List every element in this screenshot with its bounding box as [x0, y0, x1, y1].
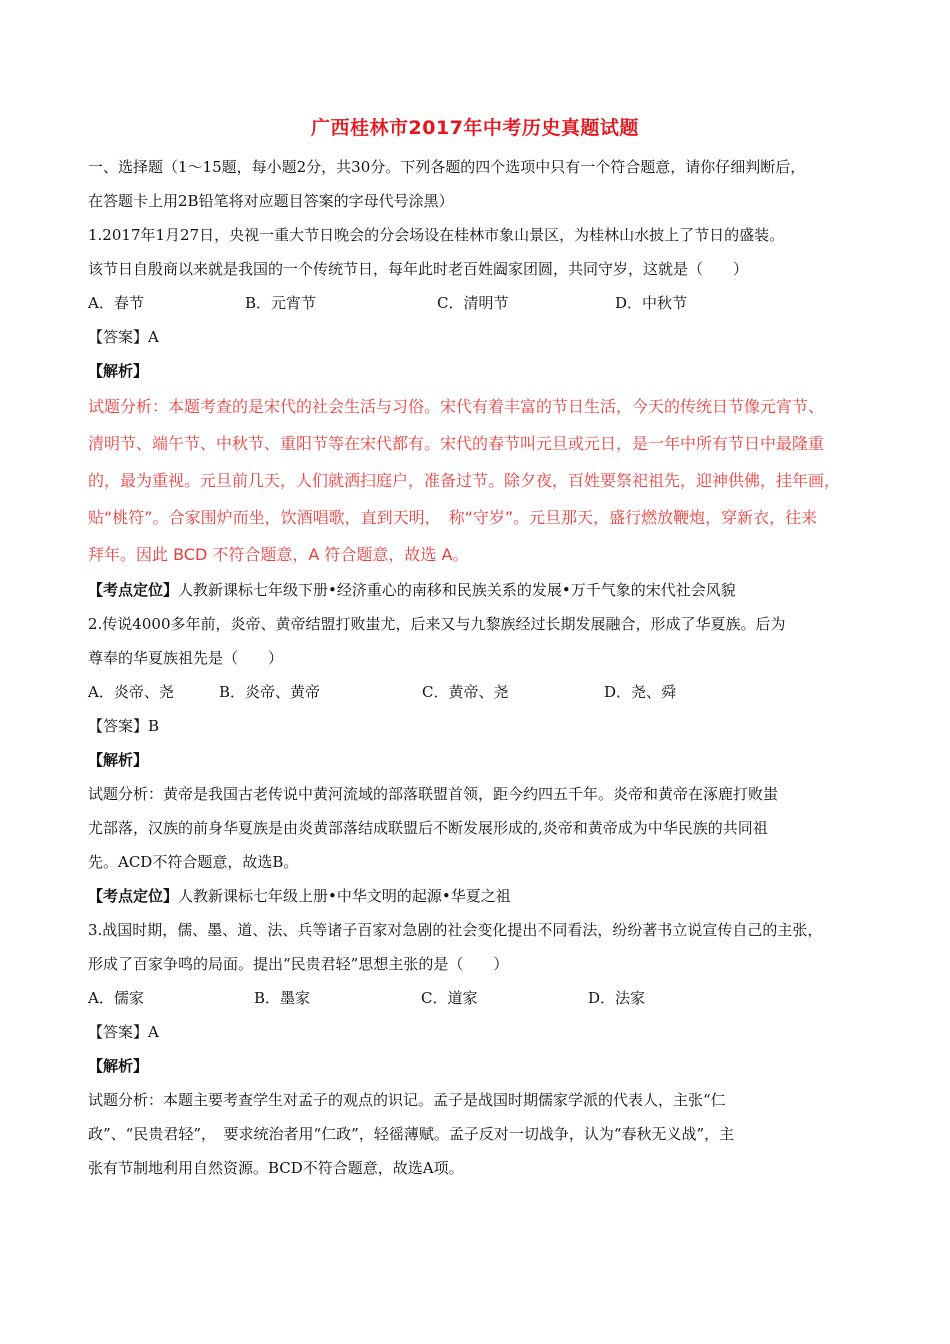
section-intro-line-2: 在答题卡上用2B铅笔将对应题目答案的字母代号涂黑） [88, 192, 454, 210]
question-stem-line: 2.传说4000多年前，炎帝、黄帝结盟打败蚩尤，后来又与九黎族经过长期发展融合，形成了华夏族。后为 [88, 615, 786, 633]
analysis-line: 贴“桃符”。合家围炉而坐，饮酒唱歌，直到天明， 称“守岁”。元旦那天，盛行燃放鞭炮，穿新衣，往来 [88, 508, 818, 527]
analysis-line: 试题分析：本题主要考查学生对孟子的观点的识记。孟子是战国时期儒家学派的代表人，主张“仁 [88, 1091, 726, 1109]
analysis-line: 尤部落，汉族的前身华夏族是由炎黄部落结成联盟后不断发展形成的,炎帝和黄帝成为中华民族的共同祖 [88, 819, 768, 837]
analysis-line: 先。ACD不符合题意，故选B。 [88, 853, 299, 871]
question-options [88, 981, 878, 1015]
option-b: B．炎帝、黄帝 [219, 683, 321, 701]
question-3 [88, 913, 878, 1185]
analysis-line: 张有节制地利用自然资源。BCD不符合题意，故选A项。 [88, 1159, 464, 1177]
question-stem-line: 该节日自殷商以来就是我国的一个传统节日，每年此时老百姓阖家团圆，共同守岁，这就是（ ） [88, 260, 749, 278]
option-a: A．春节 [88, 294, 144, 312]
knowledge-point-tag: 【考点定位】 [88, 581, 179, 599]
analysis-label: 【解析】 [88, 362, 149, 380]
question-1 [88, 218, 878, 607]
question-options [88, 675, 878, 709]
exam-content [88, 150, 878, 1185]
knowledge-point-text: 人教新课标七年级上册•中华文明的起源•华夏之祖 [178, 887, 511, 905]
analysis-line: 清明节、端午节、中秋节、重阳节等在宋代都有。宋代的春节叫元旦或元日，是一年中所有节日中最隆重 [88, 434, 825, 453]
option-c: C．黄帝、尧 [422, 683, 509, 701]
analysis-line: 政”、“民贵君轻”， 要求统治者用“仁政”，轻徭薄赋。孟子反对一切战争，认为“春秋无义战”，主 [88, 1125, 735, 1143]
option-d: D．中秋节 [615, 294, 688, 312]
question-options [88, 286, 878, 320]
analysis-line: 试题分析：本题考查的是宋代的社会生活与习俗。宋代有着丰富的节日生活，今天的传统日节像元宵节、 [88, 397, 825, 416]
option-a: A．儒家 [88, 989, 144, 1007]
analysis-line: 拜年。因此 BCD 不符合题意，A 符合题意，故选 A。 [88, 545, 469, 564]
answer-label: 【答案】A [88, 1023, 159, 1041]
knowledge-point [88, 573, 878, 607]
option-b: B．墨家 [254, 989, 311, 1007]
question-2 [88, 607, 878, 913]
question-stem-line: 形成了百家争鸣的局面。提出“民贵君轻”思想主张的是（ ） [88, 955, 509, 973]
answer-label: 【答案】B [88, 717, 160, 735]
question-stem-line: 尊奉的华夏族祖先是（ ） [88, 649, 284, 667]
option-b: B．元宵节 [245, 294, 317, 312]
section-intro-line-1: 一、选择题（1～15题，每小题2分，共30分。下列各题的四个选项中只有一个符合题意，请你仔细判断后， [88, 158, 806, 176]
option-c: C．清明节 [437, 294, 509, 312]
option-d: D．法家 [588, 989, 646, 1007]
question-stem-line: 3.战国时期，儒、墨、道、法、兵等诸子百家对急剧的社会变化提出不同看法，纷纷著书立说宣传自己的主张， [88, 921, 823, 939]
knowledge-point-text: 人教新课标七年级下册•经济重心的南移和民族关系的发展•万千气象的宋代社会风貌 [178, 581, 736, 599]
option-a: A．炎帝、尧 [88, 683, 174, 701]
analysis-label: 【解析】 [88, 751, 149, 769]
analysis-label: 【解析】 [88, 1057, 149, 1075]
knowledge-point [88, 879, 878, 913]
analysis-line: 试题分析：黄帝是我国古老传说中黄河流域的部落联盟首领，距今约四五千年。炎帝和黄帝在涿鹿打败蚩 [88, 785, 779, 803]
option-d: D．尧、舜 [604, 683, 677, 701]
option-c: C．道家 [421, 989, 478, 1007]
analysis-line: 的，最为重视。元旦前几天，人们就洒扫庭户，准备过节。除夕夜，百姓要祭祀祖先，迎神供佛，挂年画， [88, 471, 841, 490]
question-stem-line: 1.2017年1月27日，央视一重大节日晚会的分会场设在桂林市象山景区，为桂林山水披上了节日的盛装。 [88, 226, 785, 244]
knowledge-point-tag: 【考点定位】 [88, 887, 179, 905]
answer-label: 【答案】A [88, 328, 159, 346]
page-title: 广西桂林市2017年中考历史真题试题 [311, 117, 639, 139]
